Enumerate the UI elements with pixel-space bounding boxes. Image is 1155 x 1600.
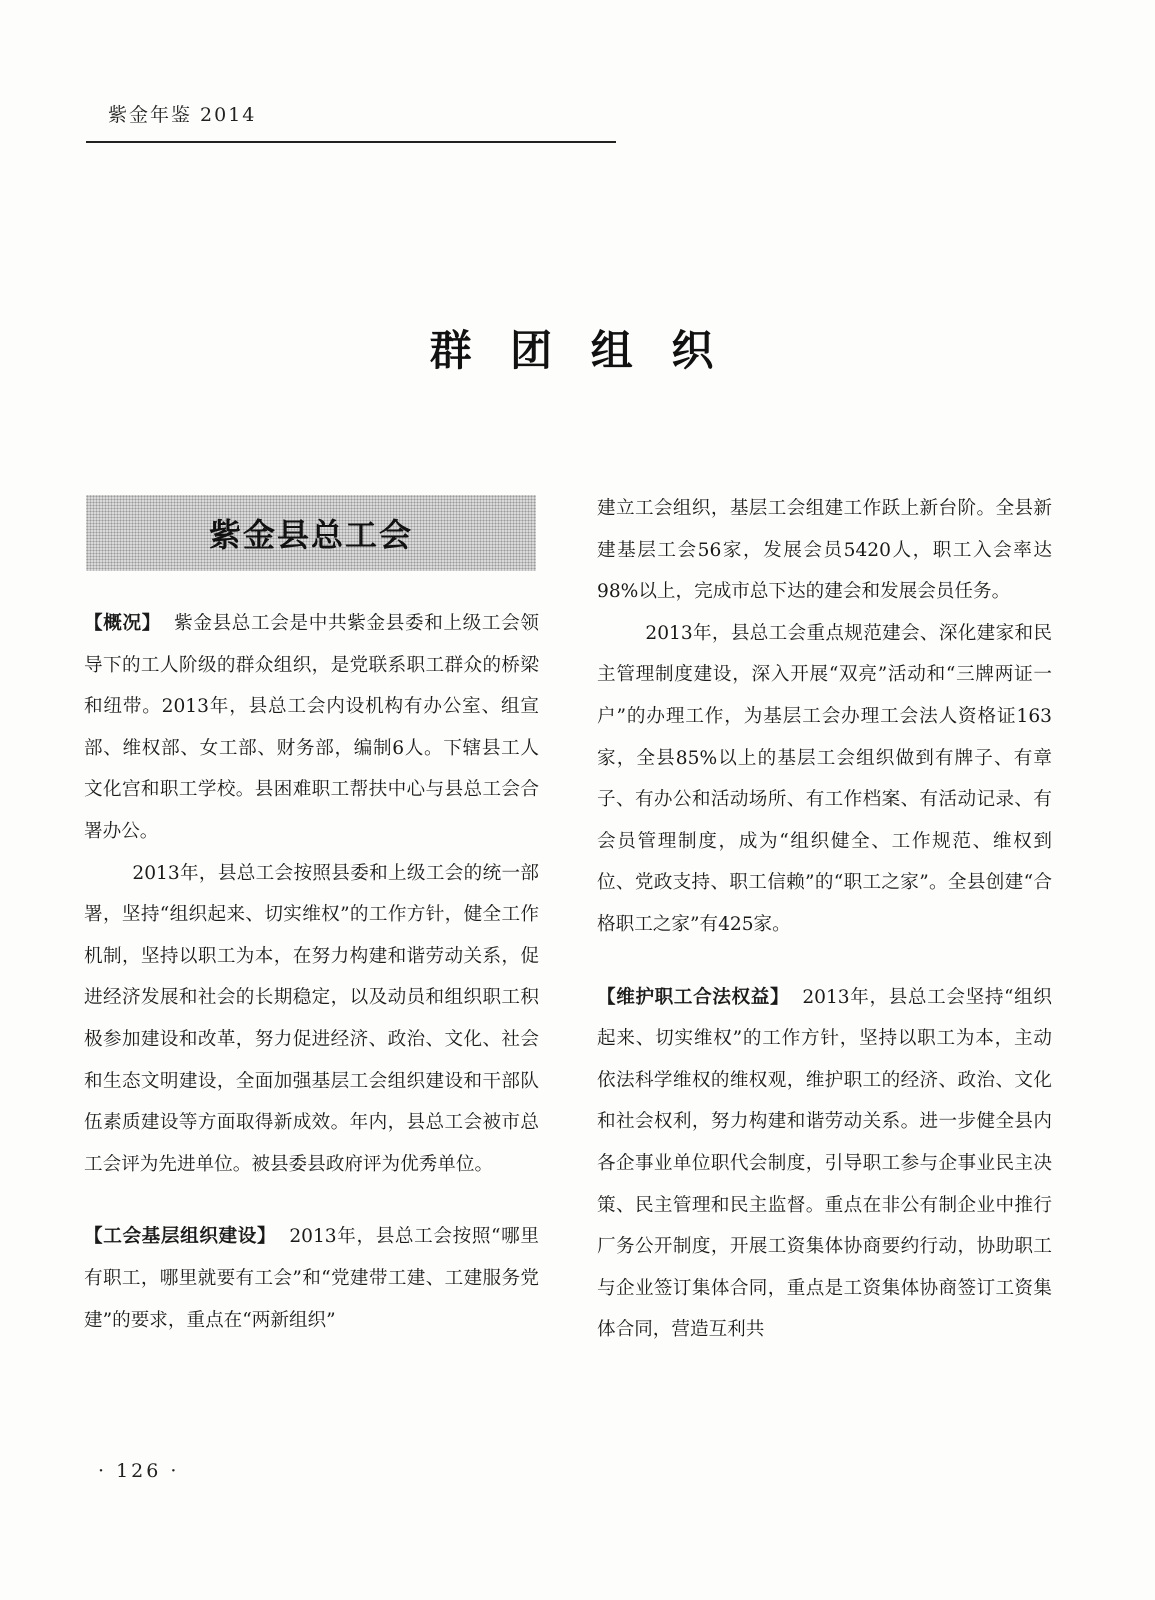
paragraph-heading: 【概况】 <box>84 613 161 634</box>
paragraph-rights <box>597 977 1052 1351</box>
section-title-box <box>86 495 536 571</box>
chapter-title: 群 团 组 织 <box>429 326 726 375</box>
paragraph-grassroots-continued: 建立工会组织，基层工会组建工作跃上新台阶。全县新建基层工会56家，发展会员5420人，职工入会率达98%以上，完成市总下达的建会和发展会员任务。 <box>597 498 1052 603</box>
paragraph-2013-work: 2013年，县总工会按照县委和上级工会的统一部署，坚持“组织起来、切实维权”的工作方针，健全工作机制，坚持以职工为本，在努力构建和谐劳动关系，促进经济发展和社会的长期稳定，以及动员和组织职工积极参加建设和改革，努力促进经济、政治、文化、社会和生态文明建设，全面加强基层工会组织建设和干部队伍素质建设等方面取得新成效。年内，县总工会被市总工会评为先进单位。被县委县政府评为优秀单位。 <box>84 862 539 1175</box>
paragraph-heading: 【工会基层组织建设】 <box>84 1226 277 1248</box>
paragraph-text: 2013年，县总工会按照“哪里有职工，哪里就要有工会”和“党建带工建、工建服务党建”的要求，重点在“两新组织” <box>84 1226 539 1331</box>
paragraph-text: 紫金县总工会是中共紫金县委和上级工会领导下的工人阶级的群众组织，是党联系职工群众的桥梁和纽带。2013年，县总工会内设机构有办公室、组宣部、维权部、女工部、财务部，编制6人。下辖县工人文化宫和职工学校。县困难职工帮扶中心与县总工会合署办公。 <box>84 613 539 842</box>
paragraph-heading: 【维护职工合法权益】 <box>597 986 790 1008</box>
header-rule <box>86 141 616 143</box>
left-column <box>84 603 539 1341</box>
right-column <box>597 488 1052 1351</box>
paragraph-home-building: 2013年，县总工会重点规范建会、深化建家和民主管理制度建设，深入开展“双亮”活动和“三牌两证一户”的办理工作，为基层工会办理工会法人资格证163家，全县85%以上的基层工会组织做到有牌子、有章子、有办公和活动场所、有工作档案、有活动记录、有会员管理制度，成为“组织健全、工作规范、维权到位、党政支持、职工信赖”的“职工之家”。全县创建“合格职工之家”有425家。 <box>597 622 1052 935</box>
paragraph-text: 2013年，县总工会坚持“组织起来、切实维权”的工作方针，坚持以职工为本，主动依法科学维权的维权观，维护职工的经济、政治、文化和社会权利，努力构建和谐劳动关系。进一步健全县内各企事业单位职代会制度，引导职工参与企事业民主决策、民主管理和民主监督。重点在非公有制企业中推行厂务公开制度，开展工资集体协商要约行动，协助职工与企业签订集体合同，重点是工资集体协商签订工资集体合同，营造互利共 <box>597 986 1052 1341</box>
page-number: · 126 · <box>98 1460 180 1482</box>
paragraph-overview <box>84 603 539 853</box>
section-title: 紫金县总工会 <box>208 516 413 554</box>
paragraph-grassroots <box>84 1216 539 1341</box>
running-head: 紫金年鉴 2014 <box>108 104 257 126</box>
